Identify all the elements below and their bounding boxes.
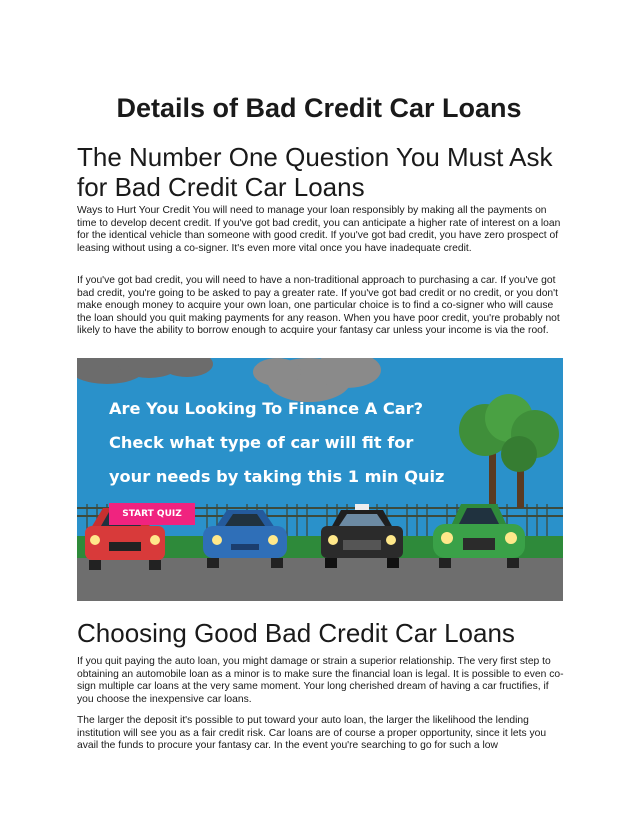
tree-icon <box>459 394 559 508</box>
banner-headline: Are You Looking To Finance A Car? <box>109 399 424 418</box>
banner-subline: your needs by taking this 1 min Quiz <box>109 467 445 486</box>
banner-subline: Check what type of car will fit for <box>109 433 414 452</box>
cloud-icon <box>77 358 213 384</box>
section-heading-question: The Number One Question You Must Ask for Bad Credit Car Loans <box>77 142 553 202</box>
cloud-icon <box>253 358 381 402</box>
paragraph: Ways to Hurt Your Credit You will need to manage your loan responsibly by making all the payments on time to develop decent credit. If you've got bad credit, you can anticipate a higher rate of interest on a loan for the identical vehicle than someone with good credit. If you've got bad credit, you have zero prospect of leasing without using a co-signer. It's even more vital once you have inadequate credit. <box>77 205 561 254</box>
section-heading-choosing: Choosing Good Bad Credit Car Loans <box>77 618 515 648</box>
page-title: Details of Bad Credit Car Loans <box>116 93 522 123</box>
start-quiz-button[interactable]: START QUIZ <box>109 503 195 525</box>
paragraph: If you've got bad credit, you will need to have a non-traditional approach to purchasing a car. If you've got bad credit, you're going to be asked to pay a greater rate. If you've got bad credit or no credit, or you don't make enough money to acquire your own loan, one particular choice is to find a co-signer who will cause the loan should you quit making payments for any reason. When you have poor credit, you're probably not likely to have the ability to borrow enough to acquire your fantasy car unless your income is via the roof. <box>77 275 560 337</box>
paragraph: The larger the deposit it's possible to put toward your auto loan, the larger the likelihood the lending institution will see you as a fair credit risk. Car loans are of course a proper opportunity, since it lets you avail the funds to procure your fantasy car. In the event you're searching to go for such a low <box>77 715 547 752</box>
paragraph: If you quit paying the auto loan, you might damage or strain a superior relationship. The very first step to obtaining an automobile loan as a minor is to make sure the financial loan is legal. It is possible to even co-sign multiple car loans at the very same moment. Your long cherished dream of having a car fructifies, if you choose the inexpensive car loans. <box>77 656 564 705</box>
finance-quiz-banner[interactable] <box>77 358 563 601</box>
